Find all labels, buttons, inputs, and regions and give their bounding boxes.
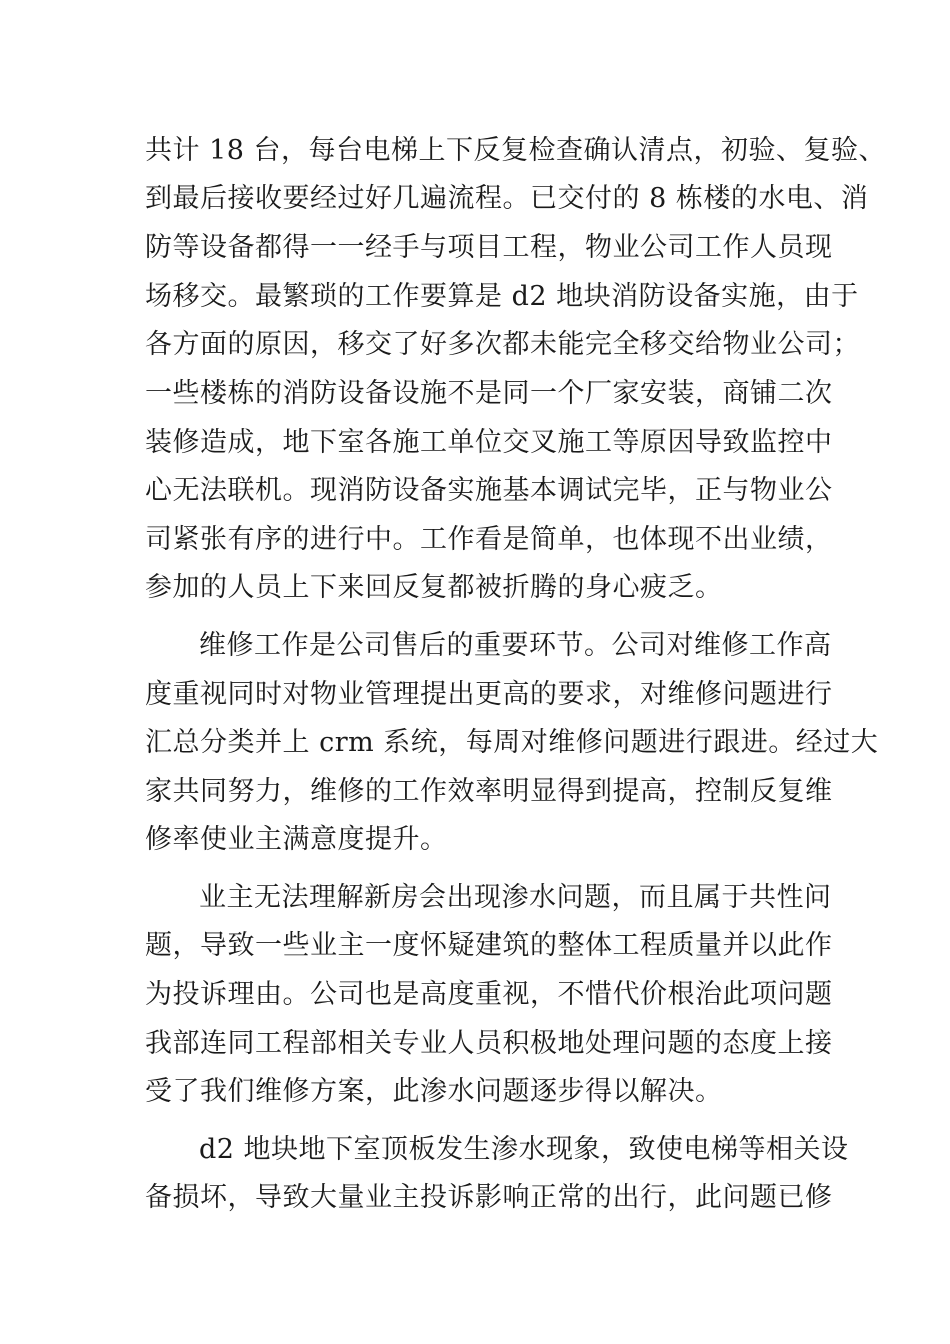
text-line: 心无法联机。现消防设备实施基本调试完毕，正与物业公 xyxy=(145,475,833,506)
paragraph-first-line: 维修工作是公司售后的重要环节。公司对维修工作高 xyxy=(199,630,832,661)
text-line: 到最后接收要经过好几遍流程。已交付的 8 栋楼的水电、消 xyxy=(145,183,869,214)
text-line: 共计 18 台，每台电梯上下反复检查确认清点，初验、复验、 xyxy=(145,135,887,166)
text-line: 司紧张有序的进行中。工作看是简单，也体现不出业绩， xyxy=(145,524,833,555)
text-line: 度重视同时对物业管理提出更高的要求，对维修问题进行 xyxy=(145,679,833,710)
text-line: 场移交。最繁琐的工作要算是 d2 地块消防设备实施，由于 xyxy=(145,281,859,312)
text-line: 参加的人员上下来回反复都被折腾的身心疲乏。 xyxy=(145,572,723,603)
text-line: 防等设备都得一一经手与项目工程，物业公司工作人员现 xyxy=(145,232,833,263)
text-line: 为投诉理由。公司也是高度重视，不惜代价根治此项问题 xyxy=(145,979,833,1010)
text-line: 一些楼栋的消防设备设施不是同一个厂家安装，商铺二次 xyxy=(145,378,833,409)
paragraph-first-line: d2 地块地下室顶板发生渗水现象，致使电梯等相关设 xyxy=(199,1134,849,1165)
text-line: 题，导致一些业主一度怀疑建筑的整体工程质量并以此作 xyxy=(145,930,833,961)
paragraph-first-line: 业主无法理解新房会出现渗水问题，而且属于共性问 xyxy=(199,882,832,913)
text-line: 汇总分类并上 crm 系统，每周对维修问题进行跟进。经过大 xyxy=(145,727,879,758)
text-line: 各方面的原因，移交了好多次都未能完全移交给物业公司； xyxy=(145,329,860,360)
text-line: 装修造成，地下室各施工单位交叉施工等原因导致监控中 xyxy=(145,427,833,458)
text-line: 受了我们维修方案，此渗水问题逐步得以解决。 xyxy=(145,1076,723,1107)
text-line: 我部连同工程部相关专业人员积极地处理问题的态度上接 xyxy=(145,1028,833,1059)
text-line: 备损坏，导致大量业主投诉影响正常的出行，此问题已修 xyxy=(145,1182,833,1213)
text-line: 家共同努力，维修的工作效率明显得到提高，控制反复维 xyxy=(145,776,833,807)
text-line: 修率使业主满意度提升。 xyxy=(145,824,448,855)
